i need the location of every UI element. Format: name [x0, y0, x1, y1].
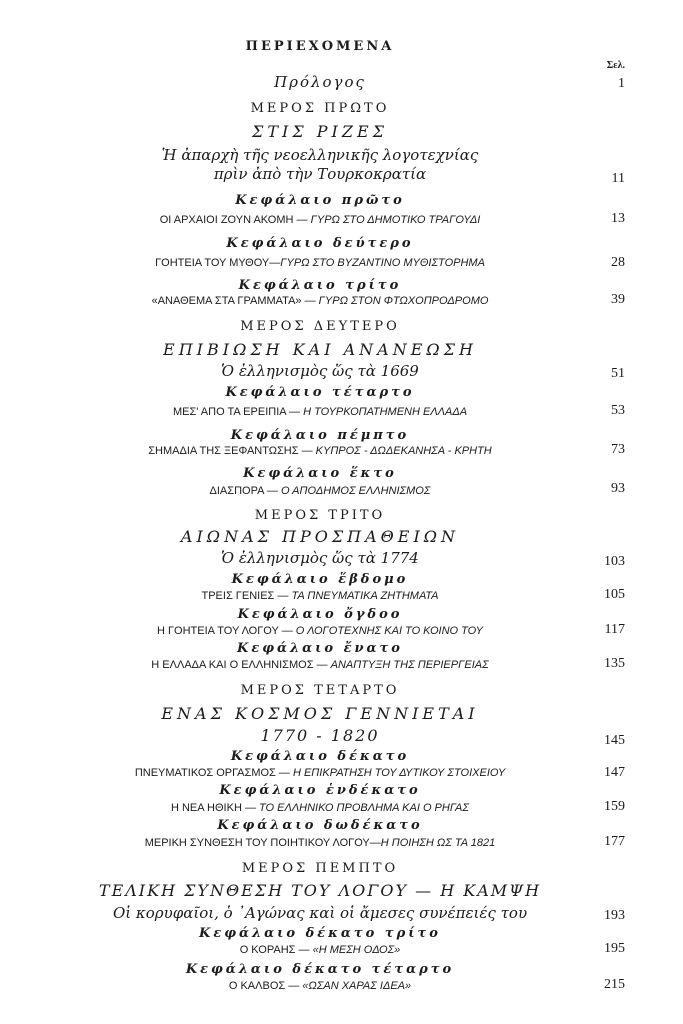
- chapter-6-page: 93: [611, 481, 625, 496]
- chapter-4-heading: Κεφάλαιο τέταρτο: [225, 385, 415, 400]
- chapter-8-heading: Κεφάλαιο ὄγδοο: [237, 607, 403, 622]
- chapter-2-author: ΓΟΗΤΕΙΑ ΤΟΥ ΜΥΘΟΥ—: [155, 257, 281, 269]
- chapter-3-entry: [60, 296, 580, 307]
- chapter-5-subject: ΚΥΠΡΟΣ - ΔΩΔΕΚΑΝΗΣΑ - ΚΡΗΤΗ: [315, 445, 492, 457]
- part-1-label: ΜΕΡΟΣ ΠΡΩΤΟ: [250, 101, 390, 116]
- chapter-6-subject: Ο ΑΠΟΔΗΜΟΣ ΕΛΛΗΝΙΣΜΟΣ: [280, 485, 431, 497]
- chapter-1-entry: [60, 215, 580, 226]
- chapter-10-heading: Κεφάλαιο δέκατο: [230, 749, 410, 764]
- chapter-14-entry: [60, 981, 580, 992]
- part-5-title: ΤΕΛΙΚΗ ΣΥΝΘΕΣΗ ΤΟΥ ΛΟΓΟΥ — Η ΚΑΜΨΗ: [98, 881, 542, 900]
- chapter-14-subject: «ΩΣΑΝ ΧΑΡΑΣ ΙΔΕΑ»: [302, 980, 412, 992]
- chapter-10-author: ΠΝΕΥΜΑΤΙΚΟΣ ΟΡΓΑΣΜΟΣ —: [134, 767, 290, 779]
- chapter-12-page: 177: [604, 834, 625, 849]
- chapter-6-heading: Κεφάλαιο ἕκτο: [243, 466, 397, 481]
- chapter-8-subject: Ο ΛΟΓΟΤΕΧΝΗΣ ΚΑΙ ΤΟ ΚΟΙΝΟ ΤΟΥ: [295, 625, 483, 637]
- chapter-5-page: 73: [611, 442, 625, 457]
- chapter-1-page: 13: [611, 211, 625, 226]
- chapter-10-entry: [60, 768, 580, 779]
- chapter-14-page: 215: [604, 977, 625, 992]
- page-column-label: Σελ.: [606, 60, 625, 71]
- part-5-subtitle: Οἱ κορυφαῖοι, ὁ ᾿Αγώνας καὶ οἱ ἄμεσες συνέπειές του: [112, 904, 528, 922]
- chapter-6-entry: [60, 486, 580, 497]
- chapter-2-page: 28: [611, 255, 625, 270]
- part-4-title: ΕΝΑΣ ΚΟΣΜΟΣ ΓΕΝΝΙΕΤΑΙ: [161, 704, 479, 723]
- chapter-13-page: 195: [604, 941, 625, 956]
- chapter-9-heading: Κεφάλαιο ἔνατο: [237, 641, 403, 656]
- chapter-8-author: Η ΓΟΗΤΕΙΑ ΤΟΥ ΛΟΓΟΥ —: [157, 625, 293, 637]
- chapter-9-entry: [60, 660, 580, 671]
- part-3-subtitle: Ὁ ἑλληνισμὸς ὥς τὰ 1774: [221, 549, 419, 567]
- chapter-14-heading: Κεφάλαιο δέκατο τέταρτο: [185, 962, 455, 977]
- part-1-subtitle-line-2: πρὶν ἀπὸ τὴν Τουρκοκρατία: [213, 165, 427, 183]
- chapter-4-entry: [60, 407, 580, 418]
- part-4-page: 145: [604, 733, 625, 748]
- chapter-2-subject: ΓΥΡΩ ΣΤΟ ΒΥΖΑΝΤΙΝΟ ΜΥΘΙΣΤΟΡΗΜΑ: [280, 257, 485, 269]
- part-5-page: 193: [604, 908, 625, 923]
- chapter-10-page: 147: [604, 765, 625, 780]
- part-1-page: 11: [611, 171, 625, 186]
- toc-heading: ΠΕΡΙΕΧΟΜΕΝΑ: [245, 39, 395, 54]
- part-4-subtitle: 1770 - 1820: [260, 726, 380, 745]
- chapter-1-subject: ΓΥΡΩ ΣΤΟ ΔΗΜΟΤΙΚΟ ΤΡΑΓΟΥΔΙ: [310, 214, 481, 226]
- chapter-12-heading: Κεφάλαιο δωδέκατο: [217, 818, 423, 833]
- chapter-9-author: Η ΕΛΛΑΔΑ ΚΑΙ Ο ΕΛΛΗΝΙΣΜΟΣ —: [151, 659, 328, 671]
- part-2-page: 51: [611, 366, 625, 381]
- chapter-8-entry: [60, 626, 580, 637]
- chapter-13-entry: [60, 945, 580, 956]
- chapter-14-author: Ο ΚΑΛΒΟΣ —: [228, 980, 300, 992]
- part-4-label: ΜΕΡΟΣ ΤΕΤΑΡΤΟ: [240, 683, 400, 698]
- chapter-10-subject: Η ΕΠΙΚΡΑΤΗΣΗ ΤΟΥ ΔΥΤΙΚΟΥ ΣΤΟΙΧΕΙΟΥ: [292, 767, 506, 779]
- chapter-7-author: ΤΡΕΙΣ ΓΕΝΙΕΣ —: [201, 590, 289, 602]
- chapter-7-heading: Κεφάλαιο ἕβδομο: [231, 572, 409, 587]
- part-2-subtitle: Ὁ ἑλληνισμὸς ὥς τὰ 1669: [221, 362, 419, 380]
- chapter-6-author: ΔΙΑΣΠΟΡΑ —: [209, 485, 278, 497]
- chapter-5-entry: [60, 446, 580, 457]
- chapter-13-author: Ο ΚΟΡΑΗΣ —: [239, 944, 310, 956]
- chapter-4-author: ΜΕΣ' ΑΠΟ ΤΑ ΕΡΕΙΠΙΑ —: [172, 406, 301, 418]
- chapter-11-subject: ΤΟ ΕΛΛΗΝΙΚΟ ΠΡΟΒΛΗΜΑ ΚΑΙ Ο ΡΗΓΑΣ: [259, 802, 469, 814]
- chapter-7-subject: ΤΑ ΠΝΕΥΜΑΤΙΚΑ ΖΗΤΗΜΑΤΑ: [291, 590, 439, 602]
- chapter-5-author: ΣΗΜΑΔΙΑ ΤΗΣ ΞΕΦΑΝΤΩΣΗΣ —: [148, 445, 313, 457]
- chapter-9-page: 135: [604, 656, 625, 671]
- chapter-4-subject: Η ΤΟΥΡΚΟΠΑΤΗΜΕΝΗ ΕΛΛΑΔΑ: [303, 406, 468, 418]
- chapter-4-page: 53: [611, 403, 625, 418]
- chapter-13-subject: «Η ΜΕΣΗ ΟΔΟΣ»: [312, 944, 401, 956]
- part-2-label: ΜΕΡΟΣ ΔΕΥΤΕΡΟ: [240, 319, 400, 334]
- chapter-12-entry: [60, 838, 580, 849]
- chapter-3-page: 39: [611, 292, 625, 307]
- chapter-3-subject: ΓΥΡΩ ΣΤΟΝ ΦΤΩΧΟΠΡΟΔΡΟΜΟ: [318, 295, 489, 307]
- part-1-title: ΣΤΙΣ ΡΙΖΕΣ: [252, 122, 388, 141]
- chapter-9-subject: ΑΝΑΠΤΥΞΗ ΤΗΣ ΠΕΡΙΕΡΓΕΙΑΣ: [330, 659, 489, 671]
- chapter-3-heading: Κεφάλαιο τρίτο: [238, 278, 402, 293]
- part-3-page: 103: [604, 554, 625, 569]
- chapter-5-heading: Κεφάλαιο πέμπτο: [230, 428, 410, 443]
- chapter-2-heading: Κεφάλαιο δεύτερο: [226, 236, 414, 251]
- chapter-7-page: 105: [604, 587, 625, 602]
- chapter-11-heading: Κεφάλαιο ἑνδέκατο: [219, 783, 421, 798]
- prologue-page: 1: [618, 76, 625, 91]
- chapter-2-entry: [60, 258, 580, 269]
- chapter-11-author: Η ΝΕΑ ΗΘΙΚΗ —: [170, 802, 256, 814]
- chapter-1-heading: Κεφάλαιο πρῶτο: [235, 193, 405, 208]
- chapter-11-entry: [60, 803, 580, 814]
- part-1-subtitle-line-1: Ἡ ἀπαρχὴ τῆς νεοελληνικῆς λογοτεχνίας: [161, 146, 479, 164]
- chapter-12-subject: Η ΠΟΙΗΣΗ ΩΣ ΤΑ 1821: [380, 837, 496, 849]
- chapter-7-entry: [60, 591, 580, 602]
- chapter-13-heading: Κεφάλαιο δέκατο τρίτο: [199, 926, 441, 941]
- chapter-1-author: ΟΙ ΑΡΧΑΙΟΙ ΖΟΥΝ ΑΚΟΜΗ —: [159, 214, 308, 226]
- part-3-title: ΑΙΩΝΑΣ ΠΡΟΣΠΑΘΕΙΩΝ: [180, 527, 460, 546]
- part-2-title: ΕΠΙΒΙΩΣΗ ΚΑΙ ΑΝΑΝΕΩΣΗ: [163, 340, 477, 359]
- chapter-8-page: 117: [604, 622, 625, 637]
- chapter-11-page: 159: [604, 799, 625, 814]
- part-3-label: ΜΕΡΟΣ ΤΡΙΤΟ: [254, 508, 386, 523]
- chapter-12-author: ΜΕΡΙΚΗ ΣΥΝΘΕΣΗ ΤΟΥ ΠΟΙΗΤΙΚΟΥ ΛΟΓΟΥ—: [144, 837, 381, 849]
- prologue-title: Πρόλογος: [274, 73, 366, 91]
- chapter-3-author: «ΑΝΑΘΕΜΑ ΣΤΑ ΓΡΑΜΜΑΤΑ» —: [151, 295, 316, 307]
- part-5-label: ΜΕΡΟΣ ΠΕΜΠΤΟ: [241, 861, 399, 876]
